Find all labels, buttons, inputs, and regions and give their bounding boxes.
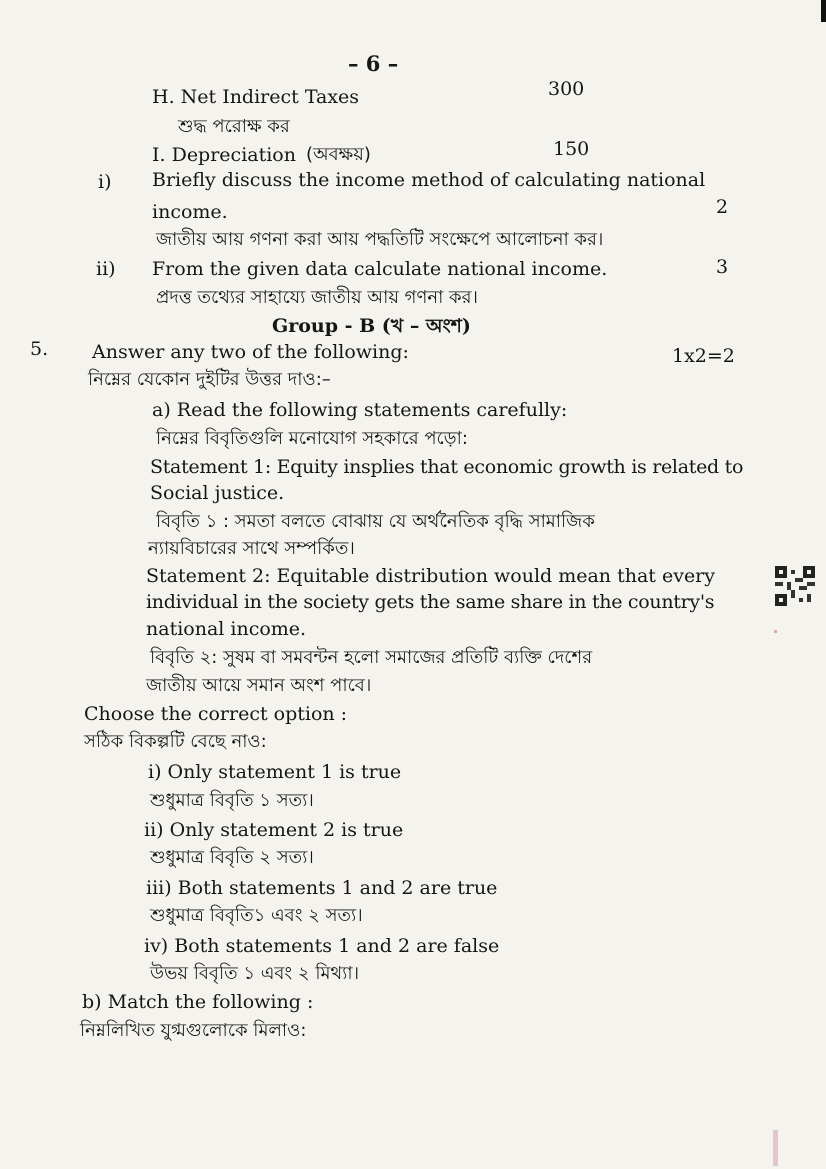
question-i-line2: income. [152,201,228,223]
qr-code-icon [775,566,815,606]
statement-2-line3: national income. [146,618,307,640]
item-h-value: 300 [548,78,585,100]
part-b-bn: নিম্নলিখিত যুগ্মগুলোকে মিলাও: [80,1020,307,1041]
question-i-marks: 2 [716,196,729,218]
stain-mark [774,630,777,633]
choose-option-text: Choose the correct option : [84,703,348,725]
question-ii-marks: 3 [716,256,729,278]
option-2-bn: শুধুমাত্র বিবৃতি ২ সত্য। [150,847,314,868]
option-2-text: ii) Only statement 2 is true [144,819,404,841]
part-b-text: b) Match the following : [82,991,314,1013]
question-i-line1: Briefly discuss the income method of calculating national [152,169,706,191]
question-5-marks: 1x2=2 [672,345,735,367]
option-1-bn: শুধুমাত্র বিবৃতি ১ সত্য। [150,790,314,811]
item-h-label: H. Net Indirect Taxes [152,86,360,108]
page-number: – 6 – [348,51,399,76]
statement-1-bn-line1: বিবৃতি ১ : সমতা বলতে বোঝায় যে অর্থনৈতিক বৃদ্ধি সামাজিক [156,511,595,532]
item-h-label-bn: শুদ্ধ পরোক্ষ কর [178,116,290,137]
part-a-intro: a) Read the following statements carefully: [152,399,568,421]
statement-2-line1: Statement 2: Equitable distribution would mean that every [146,565,715,587]
question-5-bn: নিম্নের যেকোন দুইটির উত্তর দাও:– [88,369,331,390]
statement-1-line2: Social justice. [150,482,285,504]
question-ii-bn: প্রদত্ত তথ্যের সাহায্যে জাতীয় আয় গণনা কর। [156,287,478,308]
page-corner-mark [795,0,826,22]
group-b-heading: Group - B (খ – অংশ) [272,315,471,337]
statement-2-line2: individual in the society gets the same share in the country's [146,591,715,613]
option-3-text: iii) Both statements 1 and 2 are true [146,877,498,899]
part-a-intro-bn: নিম্নের বিবৃতিগুলি মনোযোগ সহকারে পড়ো: [156,428,468,449]
statement-1-line1: Statement 1: Equity insplies that economic growth is related to [150,456,744,478]
choose-option-bn: সঠিক বিকল্পটি বেছে নাও: [84,731,267,752]
statement-2-bn-line1: বিবৃতি ২: সুষম বা সমবন্টন হলো সমাজের প্রতিটি ব্যক্তি দেশের [150,647,593,668]
option-1-text: i) Only statement 1 is true [148,761,402,783]
statement-1-bn-line2: ন্যায়বিচারের সাথে সম্পর্কিত। [148,538,355,559]
question-ii-number: ii) [96,258,116,280]
question-5-text: Answer any two of the following: [92,341,409,363]
question-i-bn: জাতীয় আয় গণনা করা আয় পদ্ধতিটি সংক্ষেপে আলোচনা কর। [156,229,604,250]
option-4-text: iv) Both statements 1 and 2 are false [144,935,500,957]
question-i-number: i) [98,171,112,193]
item-i-label: I. Depreciation [152,144,296,166]
statement-2-bn-line2: জাতীয় আয়ে সমান অংশ পাবে। [146,675,372,696]
question-5-number: 5. [30,338,49,360]
option-4-bn: উভয় বিবৃতি ১ এবং ২ মিথ্যা। [150,963,360,984]
item-i-label-bn: (অবক্ষয়) [306,144,371,165]
item-i-value: 150 [553,138,590,160]
stain-mark [773,1130,778,1166]
option-3-bn: শুধুমাত্র বিবৃতি১ এবং ২ সত্য। [150,905,363,926]
question-ii-text: From the given data calculate national income. [152,258,608,280]
